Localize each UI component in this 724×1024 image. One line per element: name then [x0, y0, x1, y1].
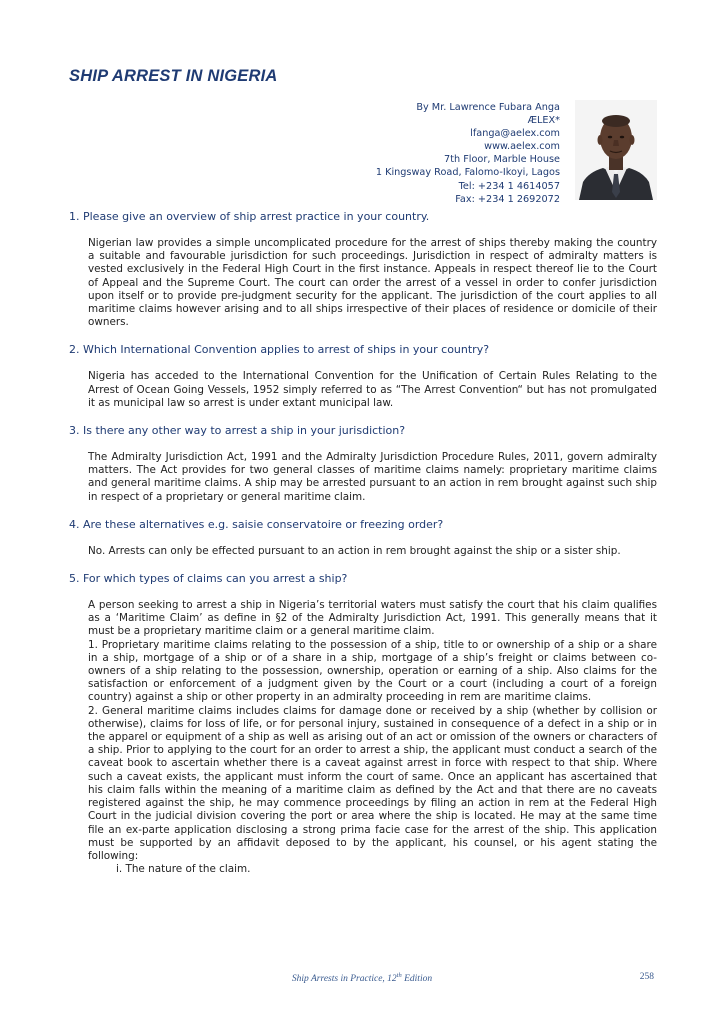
question-heading: 4. Are these alternatives e.g. saisie conservatoire or freezing order?	[69, 517, 444, 531]
author-photo	[575, 100, 657, 200]
author-website[interactable]: www.aelex.com	[484, 141, 560, 153]
page-footer	[0, 972, 724, 986]
answer-paragraph: 1. Proprietary maritime claims relating to the possession of a ship, title to or ownership of a ship or a share in a ship, mortgage of a ship or of a share in a ship, mortgage of a ship’s freight or claims between co-owners of a ship relating to the possession, ownership, operation or earning of a ship. Also claims for the satisfaction or enforcement of a judgment given by the Court or a court (including a court of a foreign country) against a ship or other property in an admiralty proceeding in rem are maritime claims.	[88, 638, 657, 704]
author-fax: Fax: +234 1 2692072	[455, 193, 560, 205]
page-number: 258	[639, 972, 654, 982]
question-heading: 2. Which International Convention applies to arrest of ships in your country?	[69, 343, 490, 357]
footer-title-text: Ship Arrests in Practice, 12	[291, 974, 397, 985]
answer-text	[88, 237, 657, 329]
article-body	[69, 210, 657, 890]
answer-paragraph: Nigeria has acceded to the International Convention for the Unification of Certain Rules Relating to the Arrest of Ocean Going Vessels, 1952 simply referred to as “The Arrest Convention“ but has not promulgated it as municipal law so arrest is under extant municipal law.	[88, 370, 657, 409]
answer-paragraph: A person seeking to arrest a ship in Nigeria’s territorial waters must satisfy the court that his claim qualifies as a ‘Maritime Claim’ as define in §2 of the Admiralty Jurisdiction Act, 1991. This generally means that it must be a proprietary maritime claim or a general maritime claim.	[88, 599, 657, 638]
question-section	[69, 424, 657, 504]
question-heading: 3. Is there any other way to arrest a ship in your jurisdiction?	[69, 424, 406, 438]
footer-book-title	[0, 972, 724, 984]
answer-paragraph: 2. General maritime claims includes claims for damage done or received by a ship (whether by collision or otherwise), claims for loss of life, or for personal injury, sustained in consequence of a defect in a ship or in the apparel or equipment of a ship as well as arising out of an act or omission of the owners or characters of a ship. Prior to applying to the court for an order to arrest a ship, the applicant must conduct a search of the caveat book to ascertain whether there is a caveat against arrest in force with respect to that ship. Where such a caveat exists, the applicant must inform the court of same. Once an applicant has ascertained that his claim falls within the meaning of a maritime claim as defined by the Act and that there are no caveats registered against the ship, he may commence proceedings by filing an action in rem at the Federal High Court in the judicial division covering the port or area where the ship is located. He may at the same time file an ex-parte application disclosing a strong prima facie case for the arrest of the ship. This application must be supported by an affidavit deposed to by the applicant, his counsel, or his agent stating the following:	[88, 704, 657, 862]
answer-paragraph: Nigerian law provides a simple uncomplicated procedure for the arrest of ships thereby making the country a suitable and favourable jurisdiction for such proceedings. Jurisdiction in respect of admiralty matters is vested exclusively in the Federal High Court in the first instance. Appeals in respect thereof lie to the Court of Appeal and the Supreme Court. The court can order the arrest of a vessel in order to confer jurisdiction upon itself or to provide pre-judgment security for the applicant. The jurisdiction of the court applies to all maritime claims however arising and to all ships irrespective of their places of residence or domicile of their owners.	[88, 237, 657, 329]
author-email[interactable]: lfanga@aelex.com	[470, 128, 560, 140]
footer-edition-suffix: Edition	[401, 974, 433, 985]
author-address-line1: 7th Floor, Marble House	[444, 154, 560, 166]
answer-list-item: i. The nature of the claim.	[116, 863, 251, 876]
question-section	[69, 518, 657, 558]
question-section	[69, 343, 657, 410]
answer-text	[88, 545, 657, 558]
author-tel: Tel: +234 1 4614057	[458, 180, 560, 192]
answer-text	[88, 370, 657, 410]
author-firm: ÆLEX*	[527, 115, 560, 127]
answer-text	[88, 599, 657, 876]
answer-paragraph: The Admiralty Jurisdiction Act, 1991 and the Admiralty Jurisdiction Procedure Rules, 2011, govern admiralty matters. The Act provides for two general classes of maritime claims namely: proprietary maritime claims and general maritime claims. A ship may be arrested pursuant to an action in rem brought against such ship in respect of a proprietary or general maritime claim.	[88, 451, 657, 503]
answer-text	[88, 451, 657, 504]
question-heading: 1. Please give an overview of ship arrest practice in your country.	[69, 210, 430, 223]
footer-edition-superscript: th	[396, 972, 402, 979]
question-section	[69, 210, 657, 329]
author-name: By Mr. Lawrence Fubara Anga	[416, 102, 560, 113]
answer-paragraph: No. Arrests can only be effected pursuant to an action in rem brought against the ship or a sister ship.	[88, 544, 621, 557]
question-section	[69, 572, 657, 876]
page-title: SHIP ARREST IN NIGERIA	[69, 67, 278, 85]
author-address-line2: 1 Kingsway Road, Falomo-Ikoyi, Lagos	[375, 167, 560, 179]
question-heading: 5. For which types of claims can you arrest a ship?	[69, 572, 348, 586]
author-block	[376, 101, 560, 206]
